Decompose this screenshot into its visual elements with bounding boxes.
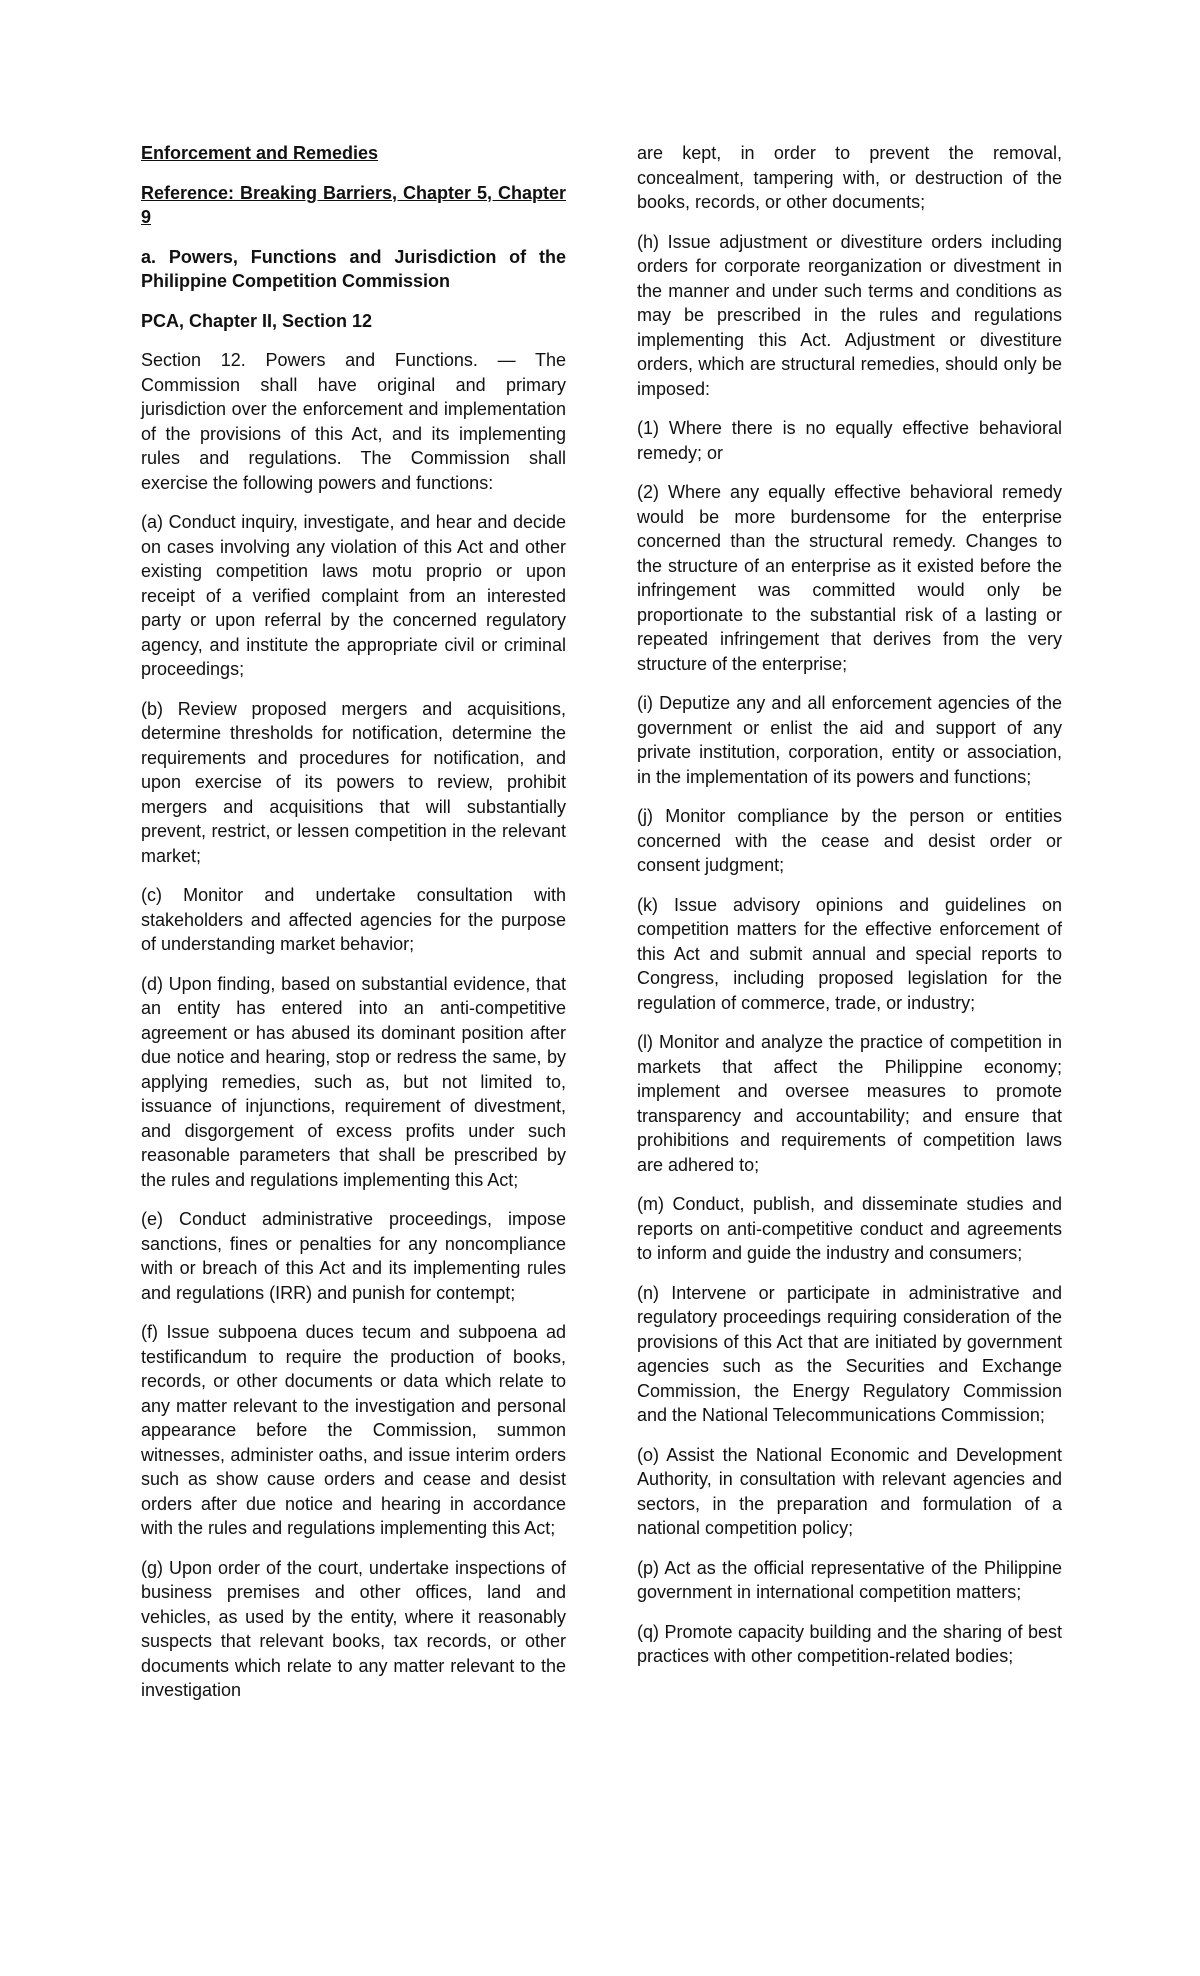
citation-heading: PCA, Chapter II, Section 12 (141, 310, 373, 331)
item-g-paragraph: (g) Upon order of the court, undertake inspections of business premises and other offices, land and vehicles, as used by the entity, where it reasonably suspects that relevant books, tax records, or other documents which relate to any matter relevant to the investigation (141, 1557, 566, 1700)
item-q-paragraph: (q) Promote capacity building and the sharing of best practices with other competition-related bodies; (637, 1621, 1062, 1666)
item-b-paragraph: (b) Review proposed mergers and acquisitions, determine thresholds for notification, determine the requirements and procedures for notification, and upon exercise of its powers to review, prohibit mergers and acquisitions that will substantially prevent, restrict, or lessen competition in the relevant market; (141, 698, 566, 866)
right-column (637, 141, 1062, 1684)
item-h1-paragraph: (1) Where there is no equally effective behavioral remedy; or (637, 418, 1062, 463)
item-c-paragraph: (c) Monitor and undertake consultation with stakeholders and affected agencies for the purpose of understanding market behavior; (141, 885, 566, 954)
item-l-paragraph: (l) Monitor and analyze the practice of competition in markets that affect the Philippine economy; implement and oversee measures to promote transparency and accountability; and ensure that prohibitions and requirements of competition laws are adhered to; (637, 1032, 1062, 1175)
item-k-paragraph: (k) Issue advisory opinions and guidelines on competition matters for the effective enforcement of this Act and submit annual and special reports to Congress, including proposed legislation for the regulation of commerce, trade, or industry; (637, 894, 1062, 1013)
item-d-paragraph: (d) Upon finding, based on substantial evidence, that an entity has entered into an anti-competitive agreement or has abused its dominant position after due notice and hearing, stop or redress the same, by applying remedies, such as, but not limited to, issuance of injunctions, requirement of divestment, and disgorgement of excess profits under such reasonable parameters that shall be prescribed by the rules and regulations implementing this Act; (141, 973, 566, 1190)
item-h-paragraph: (h) Issue adjustment or divestiture orders including orders for corporate reorganization or divestment in the manner and under such terms and conditions as may be prescribed in the rules and regulations implementing this Act. Adjustment or divestiture orders, which are structural remedies, should only be imposed: (637, 231, 1062, 399)
section-intro-paragraph: Section 12. Powers and Functions. — The Commission shall have original and primary jurisdiction over the enforcement and implementation of the provisions of this Act, and its implementing rules and regulations. The Commission shall exercise the following powers and functions: (141, 350, 566, 493)
item-h2-paragraph: (2) Where any equally effective behavioral remedy would be more burdensome for the enterprise concerned than the structural remedy. Changes to the structure of an enterprise as it existed before the infringement was committed would only be proportionate to the substantial risk of a lasting or repeated infringement that derives from the very structure of the enterprise; (637, 482, 1062, 674)
item-g-continuation: are kept, in order to prevent the removal, concealment, tampering with, or destruction of the books, records, or other documents; (637, 143, 1062, 212)
reference-line: Reference: Breaking Barriers, Chapter 5, Chapter 9 (141, 182, 566, 227)
item-a-paragraph: (a) Conduct inquiry, investigate, and hear and decide on cases involving any violation of this Act and other existing competition laws motu proprio or upon receipt of a verified complaint from an interested party or upon referral by the concerned regulatory agency, and institute the appropriate civil or criminal proceedings; (141, 512, 566, 679)
item-i-paragraph: (i) Deputize any and all enforcement agencies of the government or enlist the aid and support of any private institution, corporation, entity or association, in the implementation of its powers and functions; (637, 693, 1062, 787)
section-title: Enforcement and Remedies (141, 143, 379, 163)
item-o-paragraph: (o) Assist the National Economic and Development Authority, in consultation with relevant agencies and sectors, in the preparation and formulation of a national competition policy; (637, 1444, 1062, 1538)
item-n-paragraph: (n) Intervene or participate in administrative and regulatory proceedings requiring consideration of the provisions of this Act that are initiated by government agencies such as the Securities and Exchange Commission, the Energy Regulatory Commission and the National Telecommunications Commission; (637, 1282, 1062, 1425)
item-p-paragraph: (p) Act as the official representative of the Philippine government in international competition matters; (637, 1557, 1062, 1602)
item-e-paragraph: (e) Conduct administrative proceedings, impose sanctions, fines or penalties for any noncompliance with or breach of this Act and its implementing rules and regulations (IRR) and punish for contempt; (141, 1209, 566, 1303)
item-j-paragraph: (j) Monitor compliance by the person or entities concerned with the cease and desist order or consent judgment; (637, 806, 1062, 875)
subsection-heading: a. Powers, Functions and Jurisdiction of the Philippine Competition Commission (141, 246, 566, 291)
left-column (141, 141, 566, 1718)
item-m-paragraph: (m) Conduct, publish, and disseminate studies and reports on anti-competitive conduct and agreements to inform and guide the industry and consumers; (637, 1194, 1062, 1263)
item-f-paragraph: (f) Issue subpoena duces tecum and subpoena ad testificandum to require the production of books, records, or other documents or data which relate to any matter relevant to the investigation and personal appearance before the Commission, summon witnesses, administer oaths, and issue interim orders such as show cause orders and cease and desist orders after due notice and hearing in accordance with the rules and regulations implementing this Act; (141, 1322, 566, 1538)
